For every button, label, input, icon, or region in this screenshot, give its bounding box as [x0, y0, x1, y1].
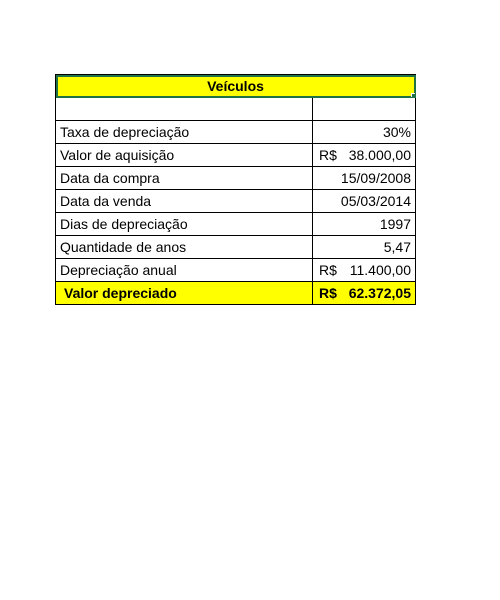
table-row [56, 144, 416, 167]
label-cell[interactable]: Depreciação anual [56, 259, 313, 282]
value-cell[interactable] [313, 144, 416, 167]
empty-label-cell[interactable] [56, 98, 313, 121]
table-row [56, 121, 416, 144]
value-cell[interactable] [313, 259, 416, 282]
label-cell[interactable]: Quantidade de anos [56, 236, 313, 259]
currency-amount: 62.372,05 [348, 285, 411, 301]
value-cell[interactable]: 05/03/2014 [313, 190, 416, 213]
label-cell[interactable]: Dias de depreciação [56, 213, 313, 236]
label-cell[interactable]: Data da compra [56, 167, 313, 190]
total-row [56, 282, 416, 305]
total-value-cell[interactable] [313, 282, 416, 305]
table-row [56, 236, 416, 259]
title-row [56, 75, 416, 98]
sheet-title: Veículos [207, 78, 264, 94]
table-row [56, 259, 416, 282]
empty-row [56, 98, 416, 121]
empty-value-cell[interactable] [313, 98, 416, 121]
value-cell[interactable]: 30% [313, 121, 416, 144]
label-cell[interactable]: Valor de aquisição [56, 144, 313, 167]
spreadsheet-table [55, 74, 416, 305]
total-label-cell[interactable]: Valor depreciado [56, 282, 313, 305]
label-cell[interactable]: Data da venda [56, 190, 313, 213]
value-cell[interactable]: 5,47 [313, 236, 416, 259]
table-row [56, 190, 416, 213]
currency-symbol: R$ [319, 285, 337, 301]
value-cell[interactable]: 1997 [313, 213, 416, 236]
currency-symbol: R$ [319, 262, 337, 278]
value-cell[interactable]: 15/09/2008 [313, 167, 416, 190]
table-row [56, 213, 416, 236]
title-cell[interactable] [56, 75, 416, 98]
label-cell[interactable]: Taxa de depreciação [56, 121, 313, 144]
table-row [56, 167, 416, 190]
currency-amount: 11.400,00 [349, 262, 411, 278]
fill-handle[interactable] [411, 93, 416, 98]
currency-symbol: R$ [319, 147, 337, 163]
currency-amount: 38.000,00 [348, 147, 411, 163]
